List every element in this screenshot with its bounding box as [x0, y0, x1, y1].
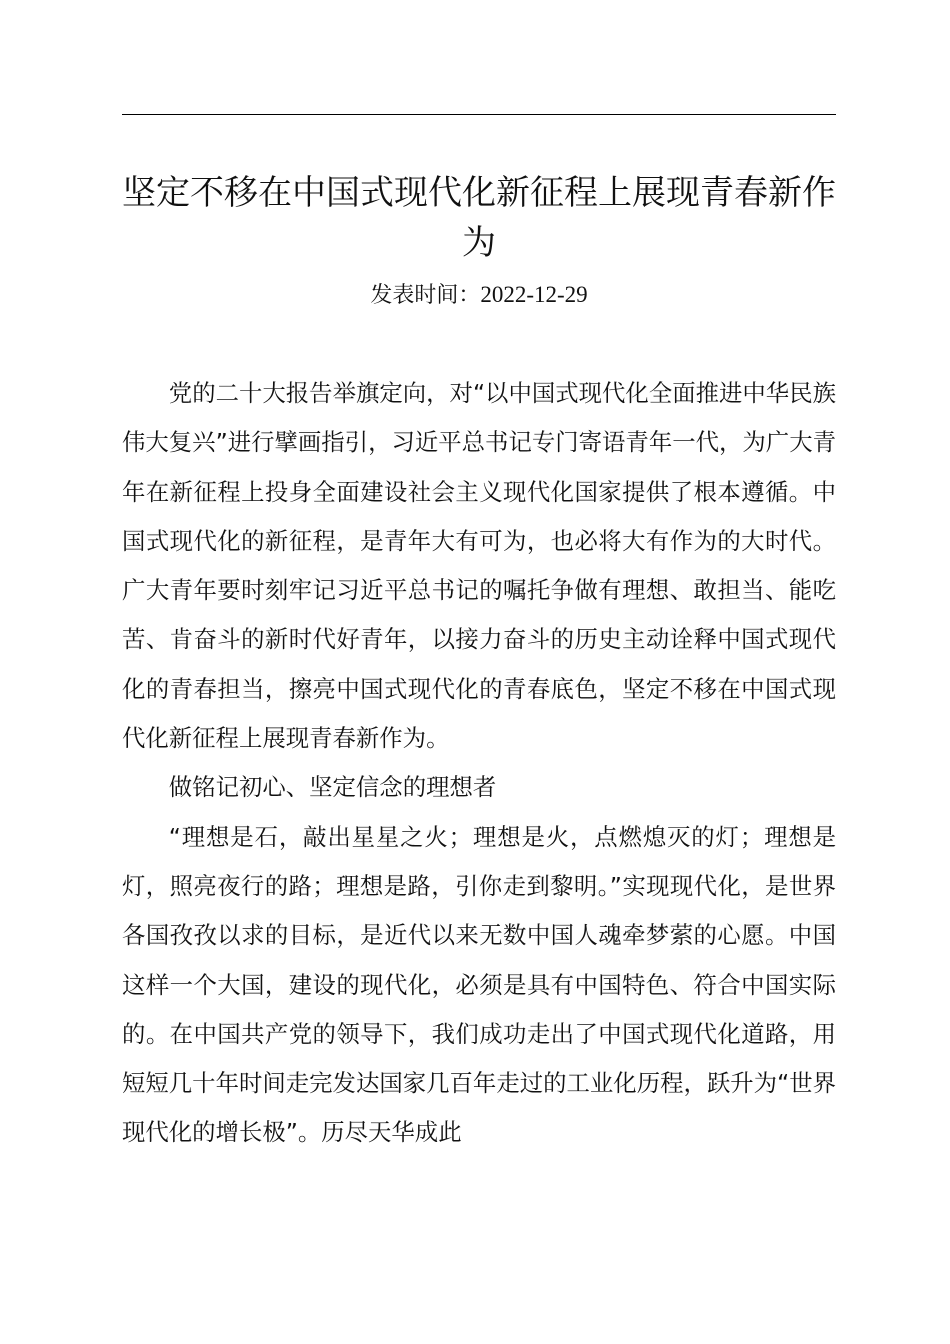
section-heading: 做铭记初心、坚定信念的理想者: [168, 773, 497, 802]
header-rule: [122, 114, 836, 115]
publish-date-label: 发表时间：: [370, 283, 481, 308]
body-paragraph-2: “理想是石，敲出星星之火；理想是火，点燃熄灭的灯；理想是灯，照亮夜行的路；理想是路，引你走到黎明。”实现现代化，是世界各国孜孜以求的目标，是近代以来无数中国人魂牵梦萦的心愿。中国这样一个大国，建设的现代化，必须是具有中国特色、符合中国实际的。在中国共产党的领导下，我们成功走出了中国式现代化道路，用短短几十年时间走完发达国家几百年走过的工业化历程，跃升为“世界现代化的增长极”。历尽天华成此: [122, 822, 836, 1147]
article-title: 坚定不移在中国式现代化新征程上展现青春新作为: [122, 173, 836, 263]
publish-date: [122, 278, 836, 313]
publish-date-value: 2022-12-29: [480, 282, 588, 307]
article-body: [122, 369, 836, 1158]
body-paragraph-1: 党的二十大报告举旗定向，对“以中国式现代化全面推进中华民族伟大复兴”进行擘画指引，习近平总书记专门寄语青年一代，为广大青年在新征程上投身全面建设社会主义现代化国家提供了根本遵循。中国式现代化的新征程，是青年大有可为，也必将大有作为的大时代。广大青年要时刻牢记习近平总书记的嘱托争做有理想、敢担当、能吃苦、肯奋斗的新时代好青年，以接力奋斗的历史主动诠释中国式现代化的青春担当，擦亮中国式现代化的青春底色，坚定不移在中国式现代化新征程上展现青春新作为。: [122, 379, 836, 753]
